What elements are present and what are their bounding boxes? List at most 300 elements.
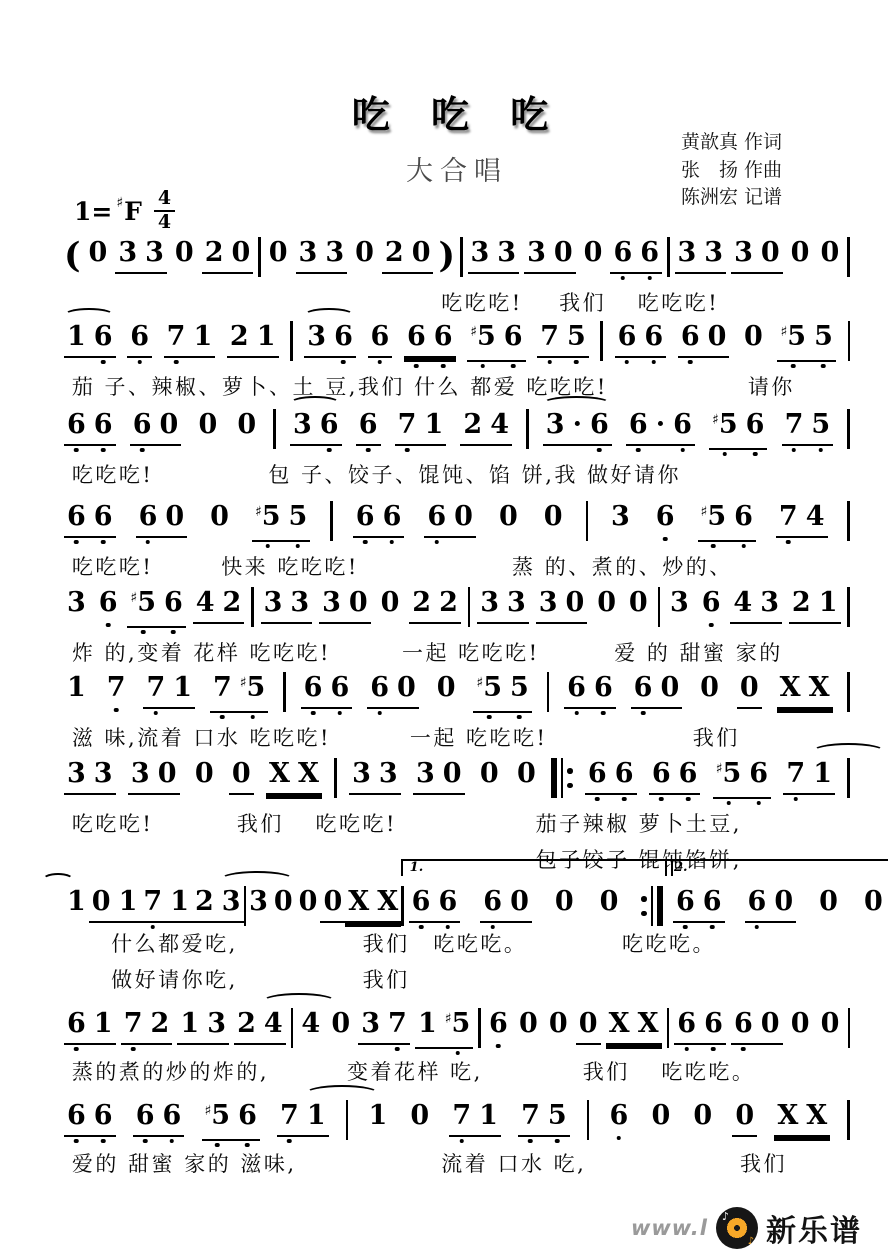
sharp-icon: ♯ [715,761,723,777]
note: 6 [93,409,113,440]
note-row [697,672,722,707]
note: 0 [820,1008,840,1039]
note: 3 [352,758,371,789]
note: 5 [547,1100,567,1131]
note: 6 [704,1008,723,1039]
note-group [409,587,461,624]
note-group [541,501,566,536]
note-group [480,886,532,923]
note-row [424,501,476,538]
note-group [252,501,310,542]
note-group [277,1100,329,1137]
note: X [269,758,290,789]
barline [586,501,589,541]
note-row [246,886,271,921]
note-group [546,1008,571,1043]
note: 3 [221,886,241,917]
note-row [64,409,116,446]
lyric-segment: 蒸 的、煮的、炒的、 [512,555,733,579]
note-row [202,1100,260,1141]
barline [848,321,851,361]
note-row [782,409,834,446]
lyric-segment: 炸 的,变着 花样 吃吃吃! [71,641,331,665]
note: 3 [677,237,697,268]
note-row [537,321,589,358]
note-group [296,886,321,921]
note: 5 [289,501,308,537]
note: 0 [198,409,218,440]
note-group [737,672,762,709]
note: 6 [93,501,113,532]
note-row [407,1100,432,1135]
barline [547,672,550,712]
note: 0 [651,1100,671,1131]
note-group [460,409,512,446]
note-group [64,1008,116,1045]
note: 0 [231,237,251,268]
note-group [818,1008,843,1043]
note: 6 [370,321,390,352]
note-group [552,886,577,921]
note: 0 [231,758,251,789]
note-group [353,501,405,538]
note: · [655,409,666,440]
note: 6 [162,1100,182,1131]
note: 3 [760,587,780,618]
note: 3 [470,237,490,268]
note-row [64,672,89,707]
note-row [115,237,167,274]
repeat-dots [567,760,573,796]
note-row [277,1100,329,1137]
time-signature-numerator: 4 [154,189,175,212]
note: 6 [355,501,375,532]
note-row [674,1008,726,1045]
note-row [409,886,461,923]
note: 4 [733,587,753,618]
note-group [783,758,835,795]
note-row [741,321,766,356]
lyric-segment: 流着 口水 吃, [441,1152,587,1176]
note-group [320,886,345,923]
note-group [246,886,271,921]
note: 1 [818,587,838,618]
note-group [133,1100,185,1137]
note-group [409,886,461,923]
lyric-segment: 包 子、饺子、馄饨、馅 饼,我 做好请你 [268,463,682,487]
note-row [210,672,268,713]
note-row [353,501,405,538]
note: 0 [355,237,374,268]
note: 0 [863,886,883,917]
note: 6 [733,1008,753,1039]
note: 0 [597,587,616,618]
note-row [365,1100,390,1135]
note: 6 [673,409,692,440]
note-group [304,321,356,358]
note: 0 [578,1008,598,1039]
note: 1 [118,886,138,917]
note-row [234,409,259,444]
credit-lyricist: 黄歆真 作词 [680,131,782,153]
note: 2 [150,1008,170,1039]
note: 6 [130,321,150,352]
note: 0 [819,886,838,917]
note: 3 [361,1008,381,1039]
note: 6 [633,672,653,703]
note-group [352,237,377,272]
notation-system [64,672,850,758]
note-group [817,237,842,272]
note-group [229,758,254,795]
note: 3 [130,758,150,789]
note-group [648,1100,673,1135]
note: 3 [145,237,164,268]
note-row [468,237,520,274]
note: 6 [138,501,158,532]
barline [847,409,850,449]
sharp-icon: ♯ [254,504,262,520]
note-row [172,237,197,272]
note: 6 [746,409,765,445]
key-letter: F [124,196,142,226]
note: 0 [583,237,603,268]
note: 0 [760,1008,780,1039]
note: 6 [614,758,634,789]
note-row [816,886,841,921]
note-row [524,237,576,274]
note: X [808,672,830,703]
note-row [290,409,342,446]
note: 6 [319,409,339,440]
note-row [653,501,678,536]
note-group [699,587,724,622]
repeat-thin-bar [561,758,564,798]
note: 3 [670,587,689,618]
music-note-icon: ♪ [747,1236,754,1247]
lyrics-row [64,722,850,752]
note: 3 [207,1008,226,1039]
note-group [606,1008,662,1045]
credit-transcriber: 陈洲宏 记谱 [680,186,782,209]
barline [658,587,661,627]
note-group [594,587,619,622]
note: 0 [298,886,318,917]
note: ♯5 [476,672,502,708]
note-group [788,1008,813,1043]
note: ♯5 [780,321,806,357]
note: 1 [173,672,193,703]
note-group [690,1100,715,1135]
lyric-segment: 吃吃吃! [637,291,720,315]
lyric-segment: 吃吃吃! [71,555,154,579]
note-group [626,587,651,622]
lyric-segment: 我们 [739,1152,787,1176]
notation-system [64,1100,850,1184]
note-group [301,672,353,709]
note-group [143,672,195,709]
note: 0 [442,758,462,789]
note: ♯5 [240,672,266,708]
note-group [486,1008,511,1043]
systems [64,235,883,1184]
note-group [234,1008,286,1045]
note-group [615,321,667,358]
note: 6 [587,758,607,789]
note-group [496,501,521,536]
note: 0 [273,886,293,917]
sharp-icon: ♯ [204,1103,212,1119]
note: 0 [790,237,810,268]
note-row [496,501,521,536]
note: 0 [194,758,214,789]
note-group [581,237,606,272]
note-row [698,501,756,542]
note: X [348,886,370,917]
note: 0 [543,501,563,532]
lyrics-row [64,808,850,838]
note-group [816,886,841,921]
note-row [774,1100,830,1137]
note-group [673,886,725,923]
note-group [266,758,322,795]
note-row [261,587,313,624]
note-group [296,237,348,274]
note: 3 [307,321,327,352]
note: X [806,1100,828,1131]
note-group [467,321,525,362]
note-row [564,672,616,709]
note-group [524,237,576,274]
note-group [861,886,886,921]
lyric-segment: 茄子辣椒 萝卜土豆, [535,812,742,836]
note-group [675,237,727,274]
note-group [477,587,529,624]
note-row [128,758,180,795]
note: 4 [805,501,825,532]
note: 3 [610,501,630,532]
note-group [477,758,502,793]
note-row [713,758,771,799]
note: 6 [370,672,389,703]
note: 7 [213,672,232,708]
note: 0 [693,1100,713,1131]
note: 6 [651,758,671,789]
note: 7 [784,409,804,440]
note-row [594,587,619,622]
music-note-icon: ♪ [722,1210,730,1223]
note-group [345,886,401,923]
repeat-dot [641,896,647,902]
note: 1 [306,1100,326,1131]
note-row [301,672,353,709]
note: 6 [93,321,113,352]
note: X [297,758,319,789]
note: 1 [67,886,86,917]
note: ♯5 [445,1008,471,1044]
repeat-thick-bar [551,758,557,798]
note-row [536,587,588,624]
note: 7 [786,758,806,789]
note-group [741,321,766,356]
note: 0 [396,672,416,703]
note-group [115,237,167,274]
note: 6 [483,886,503,917]
note: 7 [521,1100,540,1131]
note-row [585,758,637,795]
note-group [89,886,141,923]
lyric-segment: 一起 吃吃吃! [409,726,548,750]
note-group [730,587,782,624]
note: 0 [331,1008,351,1039]
note-row [731,237,783,274]
note: 0 [516,758,536,789]
note-row [296,886,321,921]
note-row [202,237,254,274]
note-group [585,758,637,795]
note-group [597,886,622,921]
note-row [788,237,813,272]
lyrics-row [64,637,850,667]
note-group [127,321,152,358]
note: 2 [439,587,458,618]
note-row [127,587,185,628]
note: 0 [554,886,574,917]
note-row [395,409,447,446]
lyric-segment: 吃吃吃! [71,463,154,487]
barline [346,1100,349,1140]
note-row [514,758,539,793]
note: 3 [325,237,345,268]
note-group [64,501,116,538]
lyric-segment: 爱 的 甜蜜 家的 [614,641,783,665]
note-group [776,501,828,538]
note-row [271,886,296,921]
note: 6 [98,587,118,618]
note: 5 [567,321,586,352]
note: 1 [479,1100,498,1131]
note: 2 [412,587,432,618]
note: 0 [268,237,288,268]
note-group [177,1008,229,1045]
note: 0 [498,501,518,532]
note-row [104,672,129,707]
note-row [543,409,612,446]
note-group [415,1008,473,1049]
barline [667,237,670,277]
notation-system [64,237,850,321]
note: 6 [303,672,323,703]
barline [460,237,463,277]
vinyl-record-icon [716,1207,758,1249]
note: 6 [67,501,86,532]
sharp-icon: ♯ [130,590,138,606]
note: 6 [589,409,609,440]
lyric-segment: 请你 [747,375,795,399]
note: 6 [330,672,350,703]
repeat-thin-bar [651,886,654,926]
note: 0 [700,672,719,703]
note-group [140,886,192,923]
sharp-icon: ♯ [470,324,477,340]
note-row [320,886,345,923]
note-row [789,587,841,624]
note-group [349,758,401,795]
key-signature [74,189,175,233]
note-group [516,1008,541,1043]
note: · [572,409,582,440]
note-row [298,1008,323,1043]
note-group [227,321,279,358]
time-signature [154,189,175,233]
note-row [518,1100,570,1137]
note: 0 [348,587,368,618]
note-row [552,886,577,921]
note-row [732,1100,757,1137]
repeat-dot [641,911,647,917]
note: 6 [164,587,183,623]
repeat-thick-bar [657,886,663,926]
note: 2 [222,587,242,618]
barline [847,237,850,277]
note-row [64,1008,116,1045]
note-row [597,886,622,921]
note: X [777,1100,799,1131]
note: 0 [820,237,840,268]
note-group [96,587,121,622]
note-group [234,409,259,444]
note: 3 [415,758,435,789]
note: 3 [93,758,113,789]
note: 3 [292,409,312,440]
note-row [404,321,456,358]
note: 6 [67,1100,86,1131]
note-group [86,237,111,272]
note-group [298,1008,323,1043]
note-group [626,409,695,446]
note-group [358,1008,410,1045]
note: 3 [249,886,268,917]
note-group [732,1100,757,1137]
note: ♯5 [130,587,156,623]
note: 2 [384,237,404,268]
note-row [319,587,371,624]
note-group [207,501,232,536]
note-group [328,1008,353,1043]
note-row [207,501,232,536]
note-group [266,237,291,272]
note: 3 [480,587,499,618]
note-row [648,1100,673,1135]
note-group [367,672,419,709]
lyric-segment: 吃吃吃! [441,291,523,315]
note-row [367,672,419,709]
note-group [64,409,116,446]
note: 6 [680,321,700,352]
note-row [777,672,833,709]
note-group [608,501,633,536]
note-row [193,587,245,624]
note-group [514,758,539,793]
credits [681,129,782,212]
barline [283,672,286,712]
note: 2 [229,321,249,352]
note: 6 [238,1100,257,1136]
note: 0 [744,321,763,352]
note-group [745,886,797,923]
lyric-segment: 包子饺子 馄饨馅饼, [535,848,742,872]
note: 0 [660,672,680,703]
